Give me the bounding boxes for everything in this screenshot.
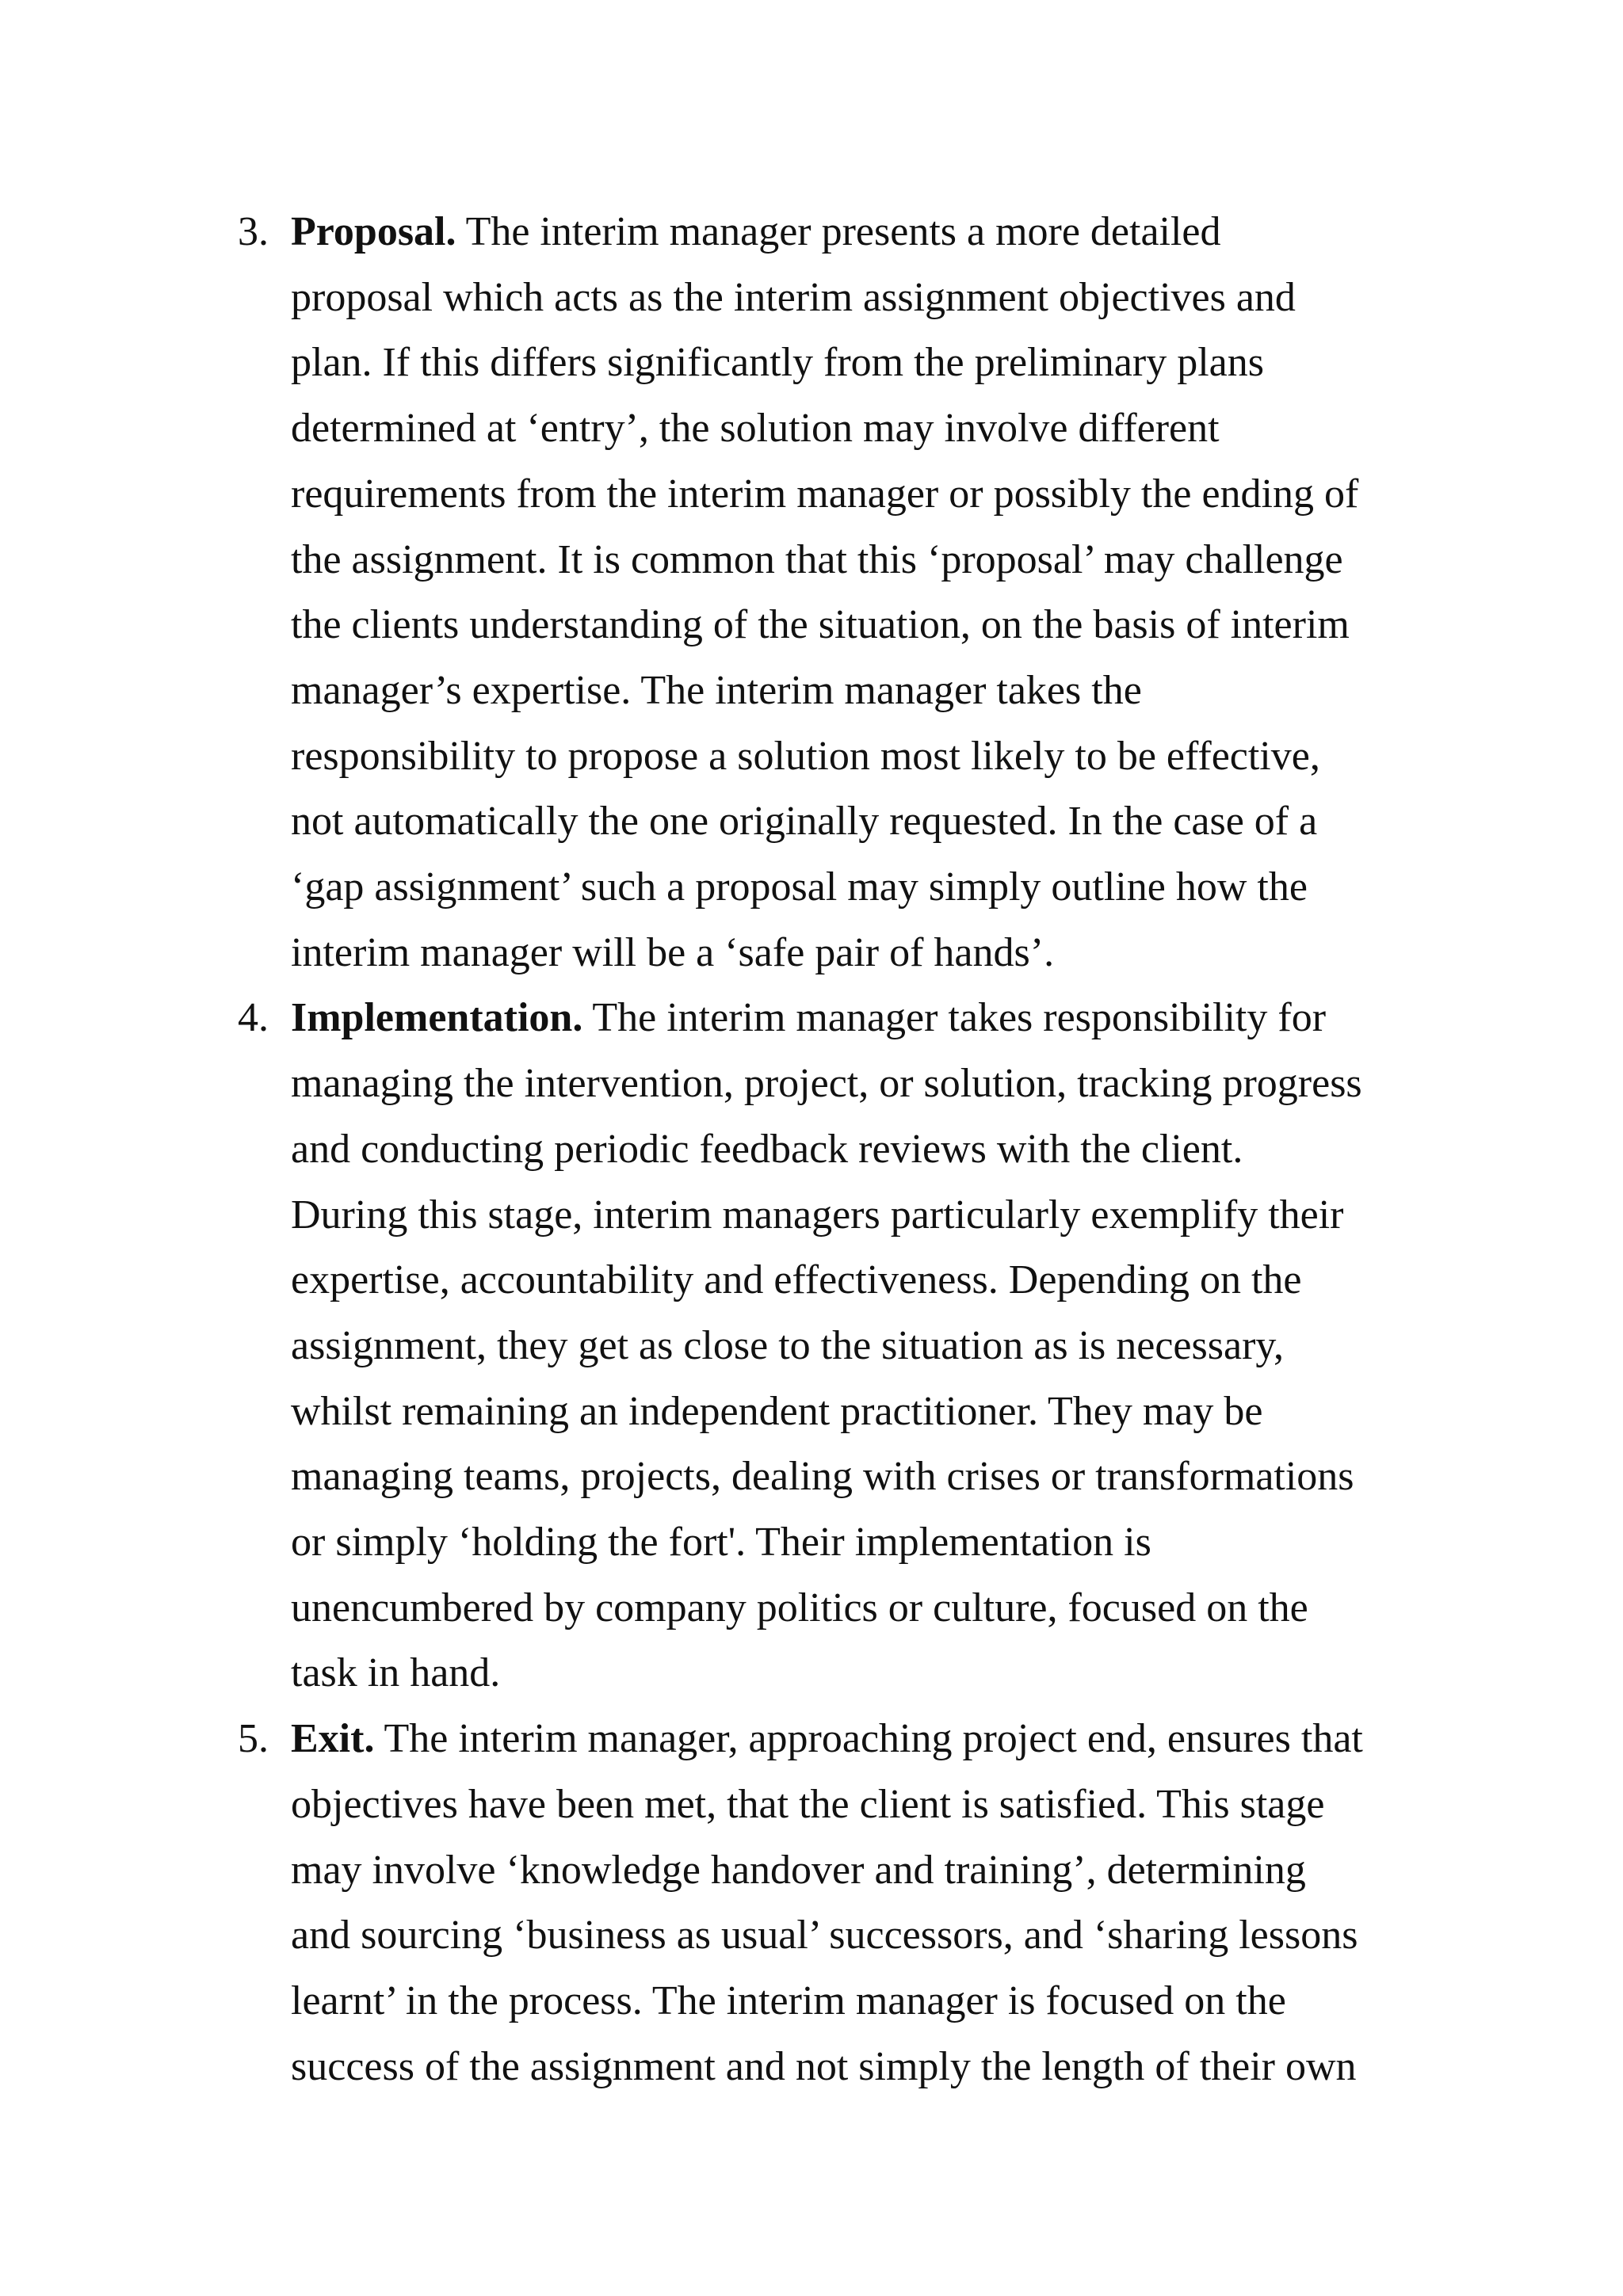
text-run: The interim manager, approaching project end, ensures that xyxy=(374,1716,1363,1762)
text-line: determined at ‘entry’, the solution may involve different xyxy=(291,406,1220,452)
text-line: the assignment. It is common that this ‘proposal’ may challenge xyxy=(291,536,1343,582)
text-line: manager’s expertise. The interim manager takes the xyxy=(291,667,1142,713)
item-heading: Implementation. xyxy=(291,995,583,1041)
text-line: requirements from the interim manager or possibly the ending of xyxy=(291,471,1359,517)
text-run: The interim manager takes responsibility for xyxy=(582,995,1327,1041)
text-line: and conducting periodic feedback reviews with the client. xyxy=(291,1126,1243,1172)
text-line: the clients understanding of the situation, on the basis of interim xyxy=(291,602,1350,648)
text-run: The interim manager presents a more detailed xyxy=(456,209,1221,254)
item-number: 5. xyxy=(238,1716,269,1762)
text-line: may involve ‘knowledge handover and training’, determining xyxy=(291,1847,1306,1893)
item-heading: Exit. xyxy=(291,1716,375,1762)
text-line: learnt’ in the process. The interim manager is focused on the xyxy=(291,1978,1286,2023)
text-line: managing teams, projects, dealing with crises or transformations xyxy=(291,1454,1354,1500)
text-line xyxy=(291,200,1623,265)
text-line xyxy=(291,986,1623,1051)
text-line xyxy=(291,1707,1623,1772)
item-heading: Proposal. xyxy=(291,209,456,254)
text-line: managing the intervention, project, or solution, tracking progress xyxy=(291,1061,1362,1107)
item-number: 3. xyxy=(238,209,269,254)
numbered-list xyxy=(0,200,1623,2100)
text-line: unencumbered by company politics or culture, focused on the xyxy=(291,1585,1308,1630)
list-item-exit xyxy=(0,1707,1623,2100)
item-number: 4. xyxy=(238,995,269,1041)
list-item-proposal xyxy=(0,200,1623,986)
text-line: success of the assignment and not simply the length of their own xyxy=(291,2043,1357,2089)
text-line: proposal which acts as the interim assignment objectives and xyxy=(291,274,1296,320)
text-line: or simply ‘holding the fort'. Their implementation is xyxy=(291,1520,1151,1566)
text-line: objectives have been met, that the client is satisfied. This stage xyxy=(291,1781,1325,1827)
text-line: expertise, accountability and effectiveness. Depending on the xyxy=(291,1257,1302,1303)
text-line: ‘gap assignment’ such a proposal may simply outline how the xyxy=(291,864,1308,910)
text-line: responsibility to propose a solution most likely to be effective, xyxy=(291,733,1320,779)
text-line: and sourcing ‘business as usual’ successors, and ‘sharing lessons xyxy=(291,1913,1358,1958)
text-line: During this stage, interim managers particularly exemplify their xyxy=(291,1192,1344,1238)
text-line: interim manager will be a ‘safe pair of hands’. xyxy=(291,929,1055,975)
text-line: assignment, they get as close to the situation as is necessary, xyxy=(291,1322,1285,1368)
text-line: not automatically the one originally requested. In the case of a xyxy=(291,799,1318,845)
list-item-implementation xyxy=(0,986,1623,1707)
text-line: task in hand. xyxy=(291,1650,501,1696)
text-line: plan. If this differs significantly from the preliminary plans xyxy=(291,340,1264,386)
text-line: whilst remaining an independent practitioner. They may be xyxy=(291,1388,1263,1434)
